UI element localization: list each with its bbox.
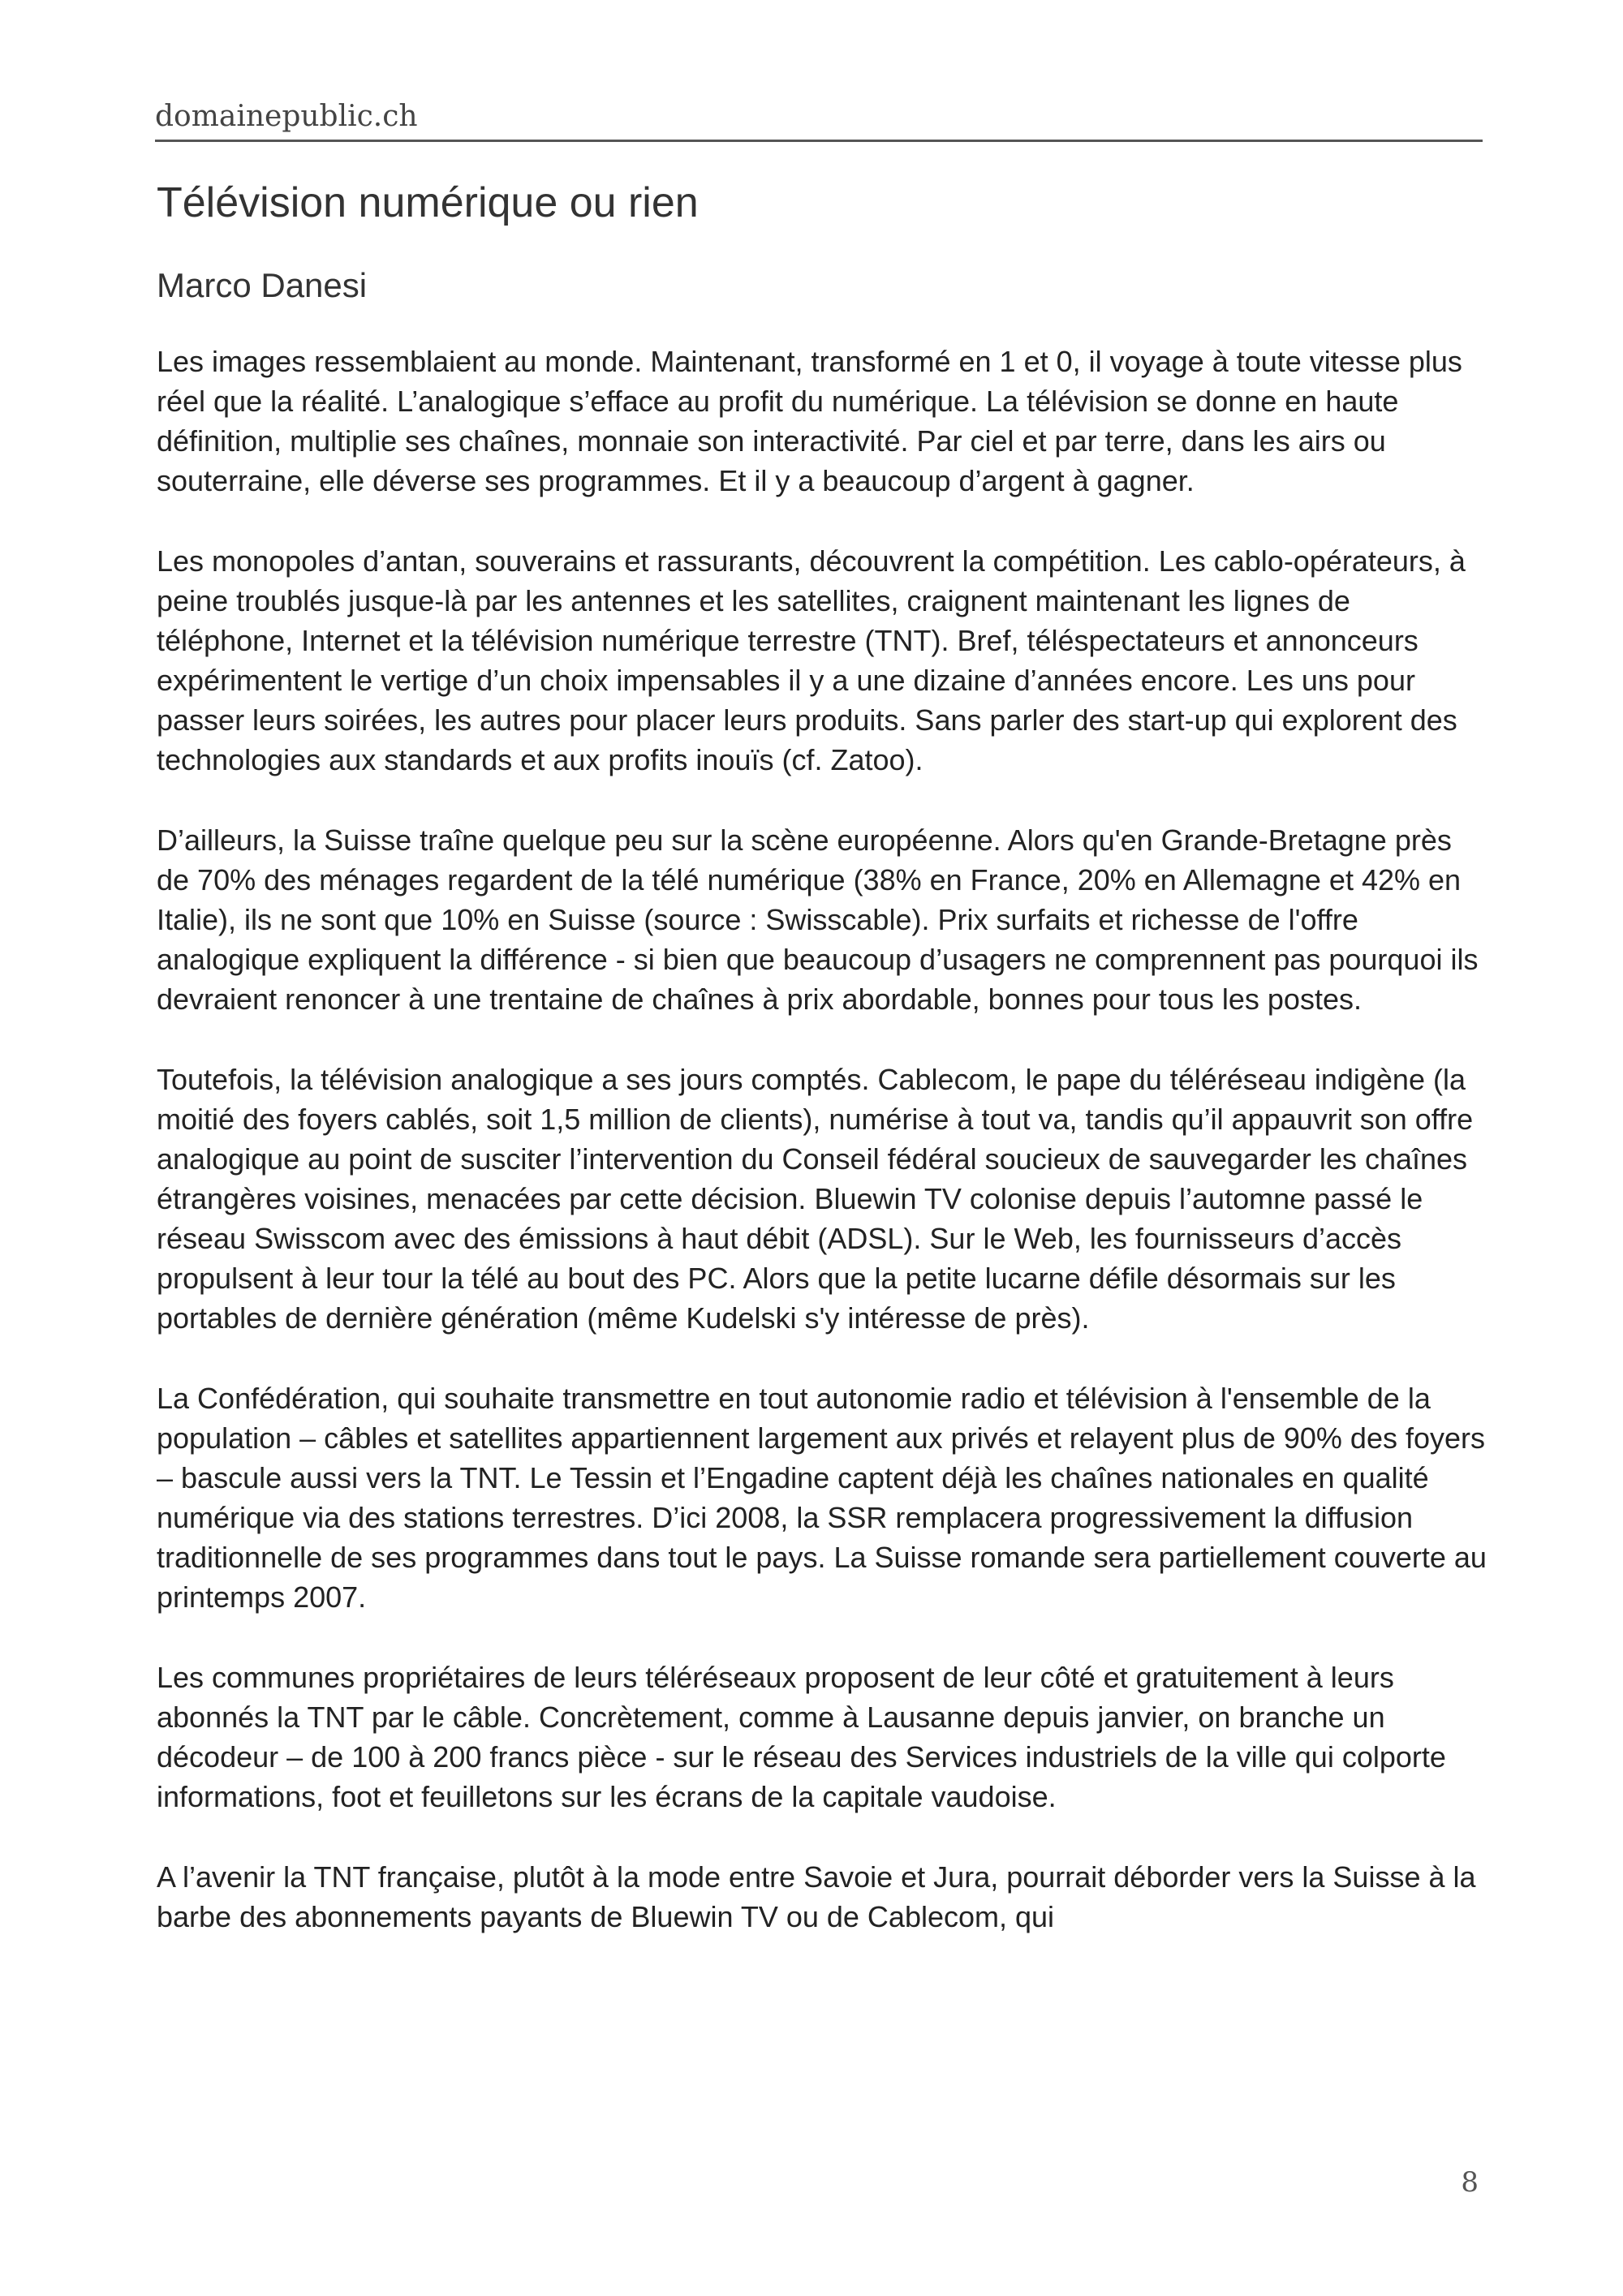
page-header: [155, 99, 1483, 142]
article-title: Télévision numérique ou rien: [157, 179, 699, 226]
paragraph: La Confédération, qui souhaite transmettre en tout autonomie radio et télévision à l'ensemble de la population – câbles et satellites appartiennent largement aux privés et relayent plus de 90% des foyers – bascule aussi vers la TNT. Le Tessin et l’Engadine captent déjà les chaînes nationales en qualité numérique via des stations terrestres. D’ici 2008, la SSR remplacera progressivement la diffusion traditionnelle de ses programmes dans tout le pays. La Suisse romande sera partiellement couverte au printemps 2007.: [157, 1382, 1487, 1614]
page-number: 8: [1461, 2166, 1479, 2199]
article: [157, 174, 1487, 1977]
paragraph: Toutefois, la télévision analogique a ses jours comptés. Cablecom, le pape du téléréseau indigène (la moitié des foyers cablés, soit 1,5 million de clients), numérise à tout va, tandis qu’il appauvrit son offre analogique au point de susciter l’intervention du Conseil fédéral soucieux de sauvegarder les chaînes étrangères voisines, menacées par cette décision. Bluewin TV colonise depuis l’automne passé le réseau Swisscom avec des émissions à haut débit (ADSL). Sur le Web, les fournisseurs d’accès propulsent à leur tour la télé au bout des PC. Alors que la petite lucarne défile désormais sur les portables de dernière génération (même Kudelski s'y intéresse de près).: [157, 1063, 1474, 1335]
paragraph: A l’avenir la TNT française, plutôt à la mode entre Savoie et Jura, pourrait déborder vers la Suisse à la barbe des abonnements payants de Bluewin TV ou de Cablecom, qui: [157, 1860, 1476, 1933]
paragraph: Les images ressemblaient au monde. Maintenant, transformé en 1 et 0, il voyage à toute vitesse plus réel que la réalité. L’analogique s’efface au profit du numérique. La télévision se donne en haute définition, multiplie ses chaînes, monnaie son interactivité. Par ciel et par terre, dans les airs ou souterraine, elle déverse ses programmes. Et il y a beaucoup d’argent à gagner.: [157, 345, 1462, 497]
paragraph: Les communes propriétaires de leurs téléréseaux proposent de leur côté et gratuitement à leurs abonnés la TNT par le câble. Concrètement, comme à Lausanne depuis janvier, on branche un décodeur – de 100 à 200 francs pièce - sur le réseau des Services industriels de la ville qui colporte informations, foot et feuilletons sur les écrans de la capitale vaudoise.: [157, 1661, 1446, 1813]
paragraph: Les monopoles d’antan, souverains et rassurants, découvrent la compétition. Les cablo-opérateurs, à peine troublés jusque-là par les antennes et les satellites, craignent maintenant les lignes de téléphone, Internet et la télévision numérique terrestre (TNT). Bref, téléspectateurs et annonceurs expérimentent le vertige d’un choix impensables il y a une dizaine d’années encore. Les uns pour passer leurs soirées, les autres pour placer leurs produits. Sans parler des start-up qui explorent des technologies aux standards et aux profits inouïs (cf. Zatoo).: [157, 544, 1466, 776]
article-body: [157, 342, 1487, 1937]
paragraph: D’ailleurs, la Suisse traîne quelque peu sur la scène européenne. Alors qu'en Grande-Bretagne près de 70% des ménages regardent de la télé numérique (38% en France, 20% en Allemagne et 42% en Italie), ils ne sont que 10% en Suisse (source : Swisscable). Prix surfaits et richesse de l'offre analogique expliquent la différence - si bien que beaucoup d’usagers ne comprennent pas pourquoi ils devraient renoncer à une trentaine de chaînes à prix abordable, bonnes pour tous les postes.: [157, 823, 1479, 1016]
site-name: domainepublic.ch: [155, 100, 418, 133]
article-author: Marco Danesi: [157, 266, 368, 304]
